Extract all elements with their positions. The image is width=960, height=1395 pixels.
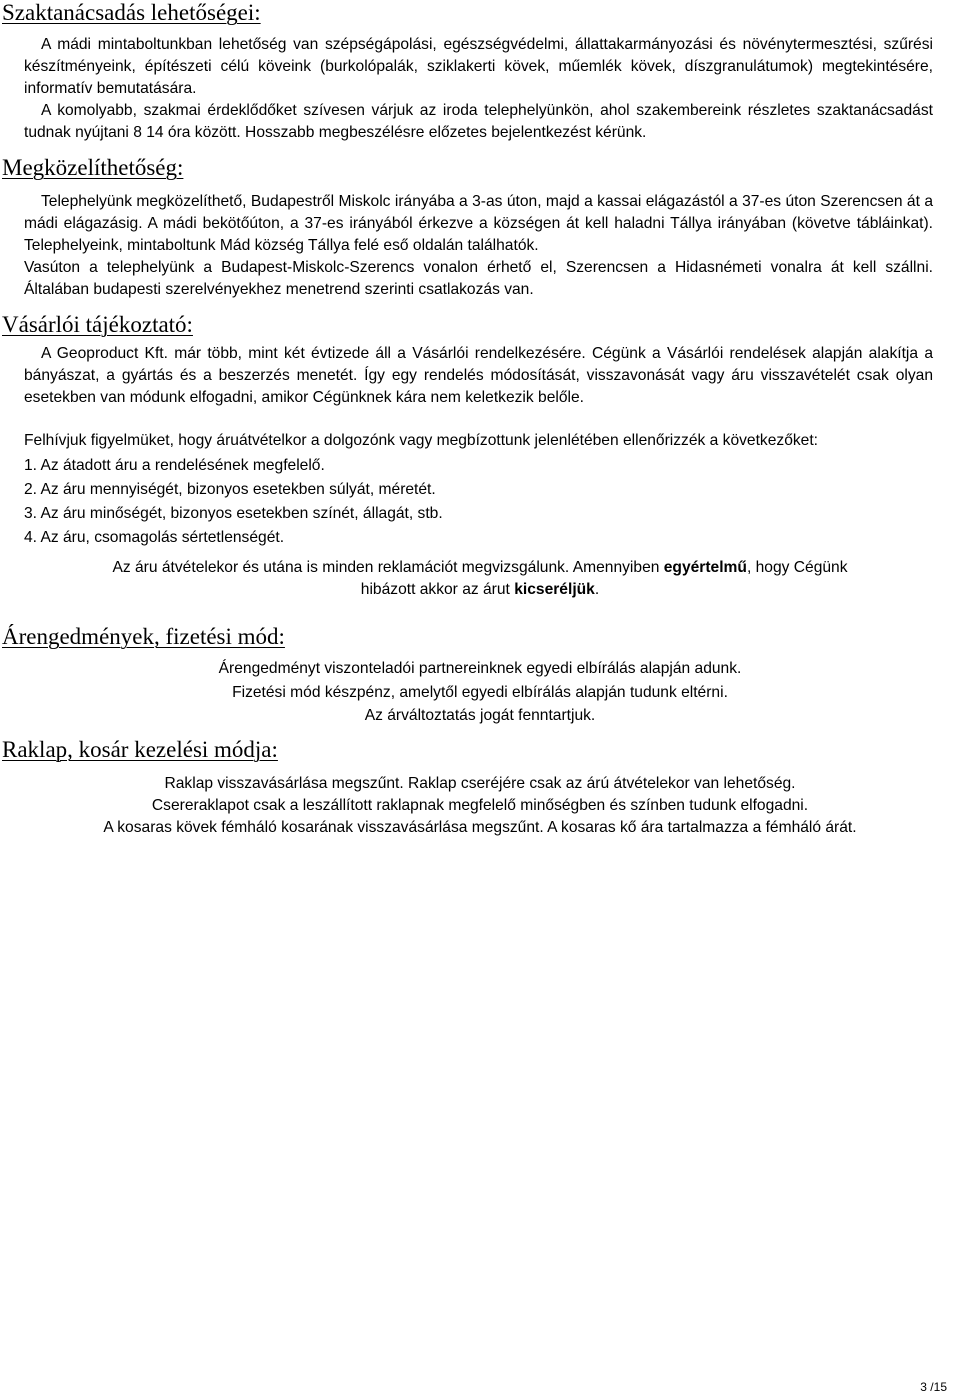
- paragraph: A Geoproduct Kft. már több, mint két évtizede áll a Vásárlói rendelkezésére. Cégünk a Vásárlói rendelések alapján alakítja a bányászat, a gyártás és a beszerzés menetét. Így egy rendelés módosítását, visszavonását vagy áru visszavételét csak olyan esetekben van módunk elfogadni, amikor Cégünknek kára nem keletkezik belőle.: [24, 345, 933, 406]
- centered-line: Csereraklapot csak a leszállított raklapnak megfelelő minőségben és színben tudunk elfogadni.: [151, 797, 809, 814]
- list-item: 2. Az áru mennyiségét, bizonyos esetekben súlyát, méretét.: [24, 481, 436, 498]
- note-text: Az áru átvételekor és utána is minden reklamációt megvizsgálunk. Amennyiben: [112, 559, 664, 576]
- section-raklap-body: [0, 773, 960, 839]
- paragraph: Vasúton a telephelyünk a Budapest-Miskolc-Szerencs vonalon érhető el, Szerencsen a Hidasnémeti vonalra át kell szállni. Általában budapesti szerelvényekhez menetrend szerinti csatlakozás van.: [24, 259, 933, 298]
- section-vasarloi-checklist: [24, 430, 944, 551]
- list-item: 1. Az átadott áru a rendelésének megfelelő.: [24, 457, 325, 474]
- note-line-1: [0, 557, 960, 579]
- centered-line: Az árváltoztatás jogát fenntartjuk.: [364, 707, 596, 724]
- page-number: 3 /15: [920, 1380, 947, 1394]
- section-szaktanacsadas-body: [24, 34, 933, 144]
- note-text: hibázott akkor az árut: [360, 581, 515, 598]
- note-line-2: [0, 579, 960, 601]
- centered-line: Árengedményt viszonteladói partnereinknek egyedi elbírálás alapján adunk.: [218, 660, 742, 677]
- paragraph: A komolyabb, szakmai érdeklődőket szívesen várjuk az iroda telephelyünkön, ahol szakembereink részletes szaktanácsadást tudnak nyújtani 8 14 óra között. Hosszabb megbeszélésre előzetes bejelentkezést kérünk.: [24, 102, 933, 141]
- centered-line: A kosaras kövek fémháló kosarának visszavásárlása megszűnt. A kosaras kő ára tartalmazza a fémháló árát.: [103, 819, 857, 836]
- list-item: 3. Az áru minőségét, bizonyos esetekben színét, állagát, stb.: [24, 505, 443, 522]
- list-item: 4. Az áru, csomagolás sértetlenségét.: [24, 529, 285, 546]
- note-bold: kicseréljük: [514, 581, 595, 598]
- centered-line: Raklap visszavásárlása megszűnt. Raklap cseréjére csak az árú átvételekor van lehetőség.: [164, 775, 796, 792]
- centered-line: Fizetési mód készpénz, amelytől egyedi elbírálás alapján tudunk eltérni.: [232, 683, 728, 701]
- heading-vasarloi-tajekoztato: Vásárlói tájékoztató:: [2, 312, 193, 337]
- heading-raklap-kosar: Raklap, kosár kezelési módja:: [2, 737, 278, 762]
- section-arengedmenyek-body: [0, 657, 960, 728]
- paragraph: Felhívjuk figyelmüket, hogy áruátvételkor a dolgozónk vagy megbízottunk jelenlétében ellenőrizzék a következőket:: [24, 432, 818, 449]
- checklist: [24, 455, 944, 551]
- note-text: .: [594, 581, 600, 598]
- section-vasarloi-body: [24, 343, 933, 409]
- heading-szaktanacsadas: Szaktanácsadás lehetőségei:: [2, 0, 261, 25]
- heading-megkozelithetoseg: Megközelíthetőség:: [2, 155, 184, 180]
- note-bold: egyértelmű: [663, 559, 747, 576]
- paragraph: Telephelyünk megközelíthető, Budapestről Miskolc irányába a 3-as úton, majd a kassai elágazástól a 37-es úton Szerencsen át a mádi elágazásig. A mádi bekötőúton, a 37-es irányából érkezve a községen át kell haladni Tállya irányában (követve tábláinkat). Telephelyeink, mintaboltunk Mád község Tállya felé eső oldalán találhatók.: [24, 193, 933, 254]
- heading-arengedmenyek: Árengedmények, fizetési mód:: [2, 624, 285, 649]
- section-megkozelithetoseg-body: [24, 191, 933, 301]
- paragraph: A mádi mintaboltunkban lehetőség van szépségápolási, egészségvédelmi, állattakarmányozási és növénytermesztési, szűrési készítményeink, építészeti célú köveink (burkolópalák, sziklakerti kövek, műemlék kövek, díszgranulátumok) megtekintésére, informatív bemutatására.: [24, 36, 933, 97]
- note-text: , hogy Cégünk: [746, 559, 848, 576]
- reklamacio-note: [0, 557, 960, 601]
